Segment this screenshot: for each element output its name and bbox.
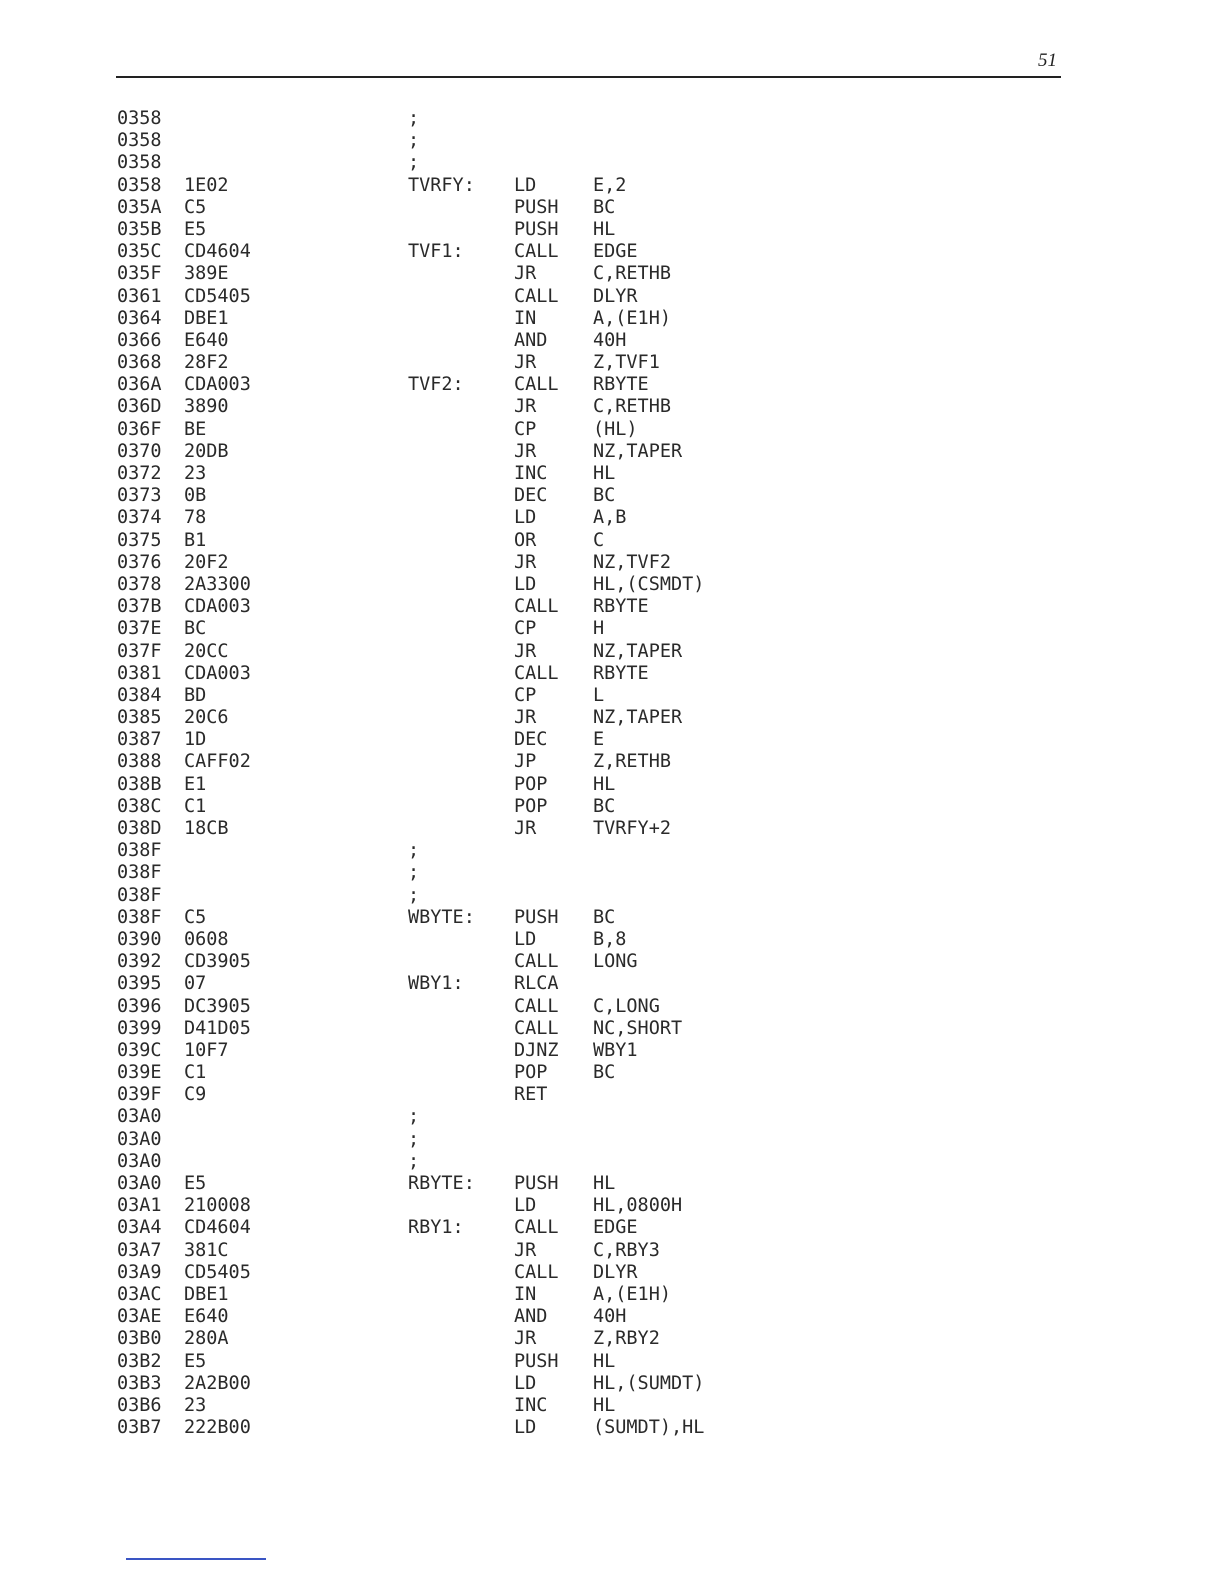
listing-line <box>0 219 1224 241</box>
opcode-cell: JR <box>514 1328 537 1350</box>
operand-cell: A,(E1H) <box>593 307 671 329</box>
listing-line <box>0 308 1224 330</box>
object-code-cell: 2A2B00 <box>184 1372 251 1394</box>
opcode-cell: CALL <box>514 596 559 618</box>
listing-line <box>0 441 1224 463</box>
opcode-cell: DJNZ <box>514 1039 559 1061</box>
operand-cell: RBYTE <box>593 596 649 618</box>
operand-cell: BC <box>593 795 616 817</box>
operand-cell: BC <box>593 1062 616 1084</box>
footer-link-rule <box>126 1558 266 1560</box>
address-cell: 03B3 <box>117 1372 162 1394</box>
label-cell: ; <box>408 108 420 129</box>
listing-line <box>0 1084 1224 1106</box>
listing-line <box>0 330 1224 352</box>
opcode-cell: CALL <box>514 1217 559 1239</box>
opcode-cell: PUSH <box>514 218 559 240</box>
operand-cell: BC <box>593 906 616 928</box>
opcode-cell: POP <box>514 773 548 795</box>
listing-line <box>0 197 1224 219</box>
address-cell: 0385 <box>117 707 162 729</box>
label-cell: RBY1: <box>408 1217 464 1239</box>
listing-line <box>0 552 1224 574</box>
address-cell: 0358 <box>117 108 162 129</box>
address-cell: 0378 <box>117 573 162 595</box>
opcode-cell: LD <box>514 507 537 529</box>
operand-cell: C,RETHB <box>593 263 671 285</box>
object-code-cell: E640 <box>184 329 229 351</box>
object-code-cell: C5 <box>184 196 207 218</box>
address-cell: 035B <box>117 218 162 240</box>
operand-cell: Z,TVF1 <box>593 352 660 374</box>
listing-line <box>0 685 1224 707</box>
label-cell: ; <box>408 1150 420 1172</box>
address-cell: 03A7 <box>117 1239 162 1261</box>
opcode-cell: JR <box>514 440 537 462</box>
object-code-cell: CDA003 <box>184 374 251 396</box>
operand-cell: BC <box>593 485 616 507</box>
object-code-cell: 07 <box>184 973 207 995</box>
listing-line <box>0 1018 1224 1040</box>
listing-line <box>0 1106 1224 1128</box>
listing-line <box>0 907 1224 929</box>
listing-line <box>0 1217 1224 1239</box>
opcode-cell: JR <box>514 818 537 839</box>
address-cell: 03AE <box>117 1306 162 1328</box>
listing-line <box>0 463 1224 485</box>
address-cell: 0370 <box>117 440 162 462</box>
opcode-cell: INC <box>514 463 548 484</box>
operand-cell: NC,SHORT <box>593 1017 683 1039</box>
address-cell: 035F <box>117 263 162 285</box>
object-code-cell: 28F2 <box>184 352 229 374</box>
address-cell: 0364 <box>117 307 162 329</box>
opcode-cell: CALL <box>514 1261 559 1283</box>
address-cell: 037F <box>117 640 162 662</box>
opcode-cell: CALL <box>514 662 559 684</box>
label-cell: TVF2: <box>408 374 464 396</box>
object-code-cell: 23 <box>184 1394 207 1416</box>
operand-cell: HL <box>593 1173 616 1194</box>
object-code-cell: 0608 <box>184 928 229 950</box>
object-code-cell: 280A <box>184 1328 229 1350</box>
object-code-cell: 210008 <box>184 1195 251 1217</box>
operand-cell: NZ,TAPER <box>593 707 683 729</box>
operand-cell: BC <box>593 196 616 218</box>
opcode-cell: LD <box>514 928 537 950</box>
listing-line <box>0 1306 1224 1328</box>
operand-cell: DLYR <box>593 1261 638 1283</box>
opcode-cell: CALL <box>514 1017 559 1039</box>
listing-line <box>0 1284 1224 1306</box>
listing-line <box>0 1195 1224 1217</box>
label-cell: ; <box>408 840 420 862</box>
listing-line <box>0 840 1224 862</box>
object-code-cell: E1 <box>184 773 207 795</box>
object-code-cell: CD4604 <box>184 1217 251 1239</box>
label-cell: ; <box>408 1106 420 1128</box>
opcode-cell: CALL <box>514 285 559 307</box>
address-cell: 039F <box>117 1084 162 1106</box>
operand-cell: C,RBY3 <box>593 1239 660 1261</box>
address-cell: 0390 <box>117 928 162 950</box>
operand-cell: WBY1 <box>593 1039 638 1061</box>
object-code-cell: 1D <box>184 729 207 751</box>
address-cell: 03AC <box>117 1283 162 1305</box>
listing-line <box>0 241 1224 263</box>
object-code-cell: CD5405 <box>184 285 251 307</box>
operand-cell: HL <box>593 463 616 484</box>
header-rule <box>116 76 1061 78</box>
operand-cell: LONG <box>593 951 638 973</box>
listing-line <box>0 618 1224 640</box>
listing-line <box>0 419 1224 441</box>
opcode-cell: JR <box>514 551 537 573</box>
object-code-cell: D41D05 <box>184 1017 251 1039</box>
opcode-cell: OR <box>514 529 537 551</box>
object-code-cell: 18CB <box>184 818 229 839</box>
address-cell: 03A1 <box>117 1195 162 1217</box>
listing-line <box>0 1173 1224 1195</box>
listing-line <box>0 108 1224 130</box>
opcode-cell: CP <box>514 684 537 706</box>
object-code-cell: B1 <box>184 529 207 551</box>
operand-cell: A,B <box>593 507 627 529</box>
opcode-cell: JR <box>514 1239 537 1261</box>
address-cell: 0372 <box>117 463 162 484</box>
listing-line <box>0 862 1224 884</box>
operand-cell: EDGE <box>593 1217 638 1239</box>
operand-cell: HL,0800H <box>593 1195 683 1217</box>
operand-cell: E <box>593 729 605 751</box>
listing-line <box>0 663 1224 685</box>
address-cell: 037B <box>117 596 162 618</box>
address-cell: 0387 <box>117 729 162 751</box>
listing-line <box>0 1417 1224 1439</box>
address-cell: 03A4 <box>117 1217 162 1239</box>
label-cell: ; <box>408 862 420 884</box>
operand-cell: Z,RBY2 <box>593 1328 660 1350</box>
opcode-cell: JR <box>514 707 537 729</box>
opcode-cell: LD <box>514 573 537 595</box>
object-code-cell: DBE1 <box>184 1283 229 1305</box>
opcode-cell: IN <box>514 307 537 329</box>
opcode-cell: CALL <box>514 374 559 396</box>
address-cell: 03B2 <box>117 1350 162 1372</box>
listing-line <box>0 1262 1224 1284</box>
listing-line <box>0 1395 1224 1417</box>
address-cell: 0358 <box>117 152 162 174</box>
listing-line <box>0 485 1224 507</box>
address-cell: 03A0 <box>117 1150 162 1172</box>
object-code-cell: E5 <box>184 1173 207 1194</box>
opcode-cell: AND <box>514 1306 548 1328</box>
address-cell: 0361 <box>117 285 162 307</box>
object-code-cell: 78 <box>184 507 207 529</box>
object-code-cell: CD4604 <box>184 241 251 263</box>
operand-cell: NZ,TAPER <box>593 440 683 462</box>
address-cell: 03A0 <box>117 1128 162 1150</box>
object-code-cell: CDA003 <box>184 662 251 684</box>
operand-cell: E,2 <box>593 174 627 196</box>
object-code-cell: C1 <box>184 1062 207 1084</box>
address-cell: 0368 <box>117 352 162 374</box>
listing-line <box>0 774 1224 796</box>
address-cell: 036A <box>117 374 162 396</box>
address-cell: 038D <box>117 818 162 839</box>
address-cell: 0384 <box>117 684 162 706</box>
operand-cell: (HL) <box>593 418 638 440</box>
operand-cell: NZ,TAPER <box>593 640 683 662</box>
operand-cell: (SUMDT),HL <box>593 1417 705 1439</box>
object-code-cell: E5 <box>184 1350 207 1372</box>
opcode-cell: JP <box>514 751 537 773</box>
listing-line <box>0 818 1224 840</box>
listing-line <box>0 707 1224 729</box>
address-cell: 036F <box>117 418 162 440</box>
object-code-cell: 0B <box>184 485 207 507</box>
object-code-cell: 381C <box>184 1239 229 1261</box>
object-code-cell: CAFF02 <box>184 751 251 773</box>
operand-cell: L <box>593 684 605 706</box>
opcode-cell: PUSH <box>514 906 559 928</box>
listing-line <box>0 1151 1224 1173</box>
opcode-cell: DEC <box>514 729 548 751</box>
operand-cell: HL,(CSMDT) <box>593 573 705 595</box>
listing-line <box>0 374 1224 396</box>
address-cell: 036D <box>117 396 162 418</box>
object-code-cell: 20DB <box>184 440 229 462</box>
listing-line <box>0 1240 1224 1262</box>
label-cell: ; <box>408 130 420 152</box>
object-code-cell: BC <box>184 618 207 640</box>
opcode-cell: JR <box>514 352 537 374</box>
object-code-cell: C5 <box>184 906 207 928</box>
operand-cell: C,LONG <box>593 995 660 1017</box>
address-cell: 03B0 <box>117 1328 162 1350</box>
address-cell: 0358 <box>117 174 162 196</box>
address-cell: 038F <box>117 840 162 862</box>
address-cell: 0381 <box>117 662 162 684</box>
address-cell: 0395 <box>117 973 162 995</box>
object-code-cell: CD3905 <box>184 951 251 973</box>
opcode-cell: RLCA <box>514 973 559 995</box>
operand-cell: TVRFY+2 <box>593 818 671 839</box>
address-cell: 0373 <box>117 485 162 507</box>
operand-cell: NZ,TVF2 <box>593 551 671 573</box>
operand-cell: DLYR <box>593 285 638 307</box>
operand-cell: H <box>593 618 605 640</box>
address-cell: 0366 <box>117 329 162 351</box>
opcode-cell: LD <box>514 1372 537 1394</box>
label-cell: WBY1: <box>408 973 464 995</box>
opcode-cell: PUSH <box>514 196 559 218</box>
listing-line <box>0 130 1224 152</box>
operand-cell: HL <box>593 1394 616 1416</box>
listing-line <box>0 951 1224 973</box>
opcode-cell: CP <box>514 418 537 440</box>
object-code-cell: 3890 <box>184 396 229 418</box>
address-cell: 039E <box>117 1062 162 1084</box>
listing-line <box>0 263 1224 285</box>
object-code-cell: 10F7 <box>184 1039 229 1061</box>
address-cell: 037E <box>117 618 162 640</box>
operand-cell: 40H <box>593 329 627 351</box>
address-cell: 03A0 <box>117 1106 162 1128</box>
address-cell: 038C <box>117 795 162 817</box>
operand-cell: C <box>593 529 605 551</box>
label-cell: TVRFY: <box>408 174 475 196</box>
listing-line <box>0 352 1224 374</box>
object-code-cell: 222B00 <box>184 1417 251 1439</box>
listing-line <box>0 1129 1224 1151</box>
object-code-cell: CDA003 <box>184 596 251 618</box>
address-cell: 0358 <box>117 130 162 152</box>
listing-line <box>0 596 1224 618</box>
label-cell: RBYTE: <box>408 1173 475 1194</box>
operand-cell: Z,RETHB <box>593 751 671 773</box>
object-code-cell: E640 <box>184 1306 229 1328</box>
opcode-cell: DEC <box>514 485 548 507</box>
listing-line <box>0 1062 1224 1084</box>
opcode-cell: LD <box>514 1195 537 1217</box>
assembly-listing <box>0 108 1224 1439</box>
listing-line <box>0 175 1224 197</box>
object-code-cell: 20CC <box>184 640 229 662</box>
object-code-cell: 389E <box>184 263 229 285</box>
object-code-cell: DBE1 <box>184 307 229 329</box>
address-cell: 03B7 <box>117 1417 162 1439</box>
listing-line <box>0 751 1224 773</box>
opcode-cell: POP <box>514 795 548 817</box>
operand-cell: HL <box>593 218 616 240</box>
listing-line <box>0 530 1224 552</box>
listing-line <box>0 1373 1224 1395</box>
object-code-cell: E5 <box>184 218 207 240</box>
opcode-cell: POP <box>514 1062 548 1084</box>
address-cell: 0374 <box>117 507 162 529</box>
object-code-cell: 23 <box>184 463 207 484</box>
opcode-cell: JR <box>514 396 537 418</box>
address-cell: 0396 <box>117 995 162 1017</box>
opcode-cell: JR <box>514 640 537 662</box>
object-code-cell: 20F2 <box>184 551 229 573</box>
object-code-cell: BD <box>184 684 207 706</box>
label-cell: ; <box>408 1128 420 1150</box>
object-code-cell: CD5405 <box>184 1261 251 1283</box>
address-cell: 038F <box>117 862 162 884</box>
opcode-cell: PUSH <box>514 1350 559 1372</box>
address-cell: 039C <box>117 1039 162 1061</box>
opcode-cell: CALL <box>514 241 559 263</box>
opcode-cell: RET <box>514 1084 548 1106</box>
operand-cell: HL <box>593 773 616 795</box>
opcode-cell: IN <box>514 1283 537 1305</box>
listing-line <box>0 286 1224 308</box>
object-code-cell: BE <box>184 418 207 440</box>
listing-line <box>0 1328 1224 1350</box>
opcode-cell: JR <box>514 263 537 285</box>
address-cell: 0388 <box>117 751 162 773</box>
listing-line <box>0 396 1224 418</box>
operand-cell: B,8 <box>593 928 627 950</box>
label-cell: WBYTE: <box>408 906 475 928</box>
address-cell: 0399 <box>117 1017 162 1039</box>
address-cell: 03B6 <box>117 1394 162 1416</box>
object-code-cell: C1 <box>184 795 207 817</box>
address-cell: 038F <box>117 906 162 928</box>
opcode-cell: AND <box>514 329 548 351</box>
operand-cell: A,(E1H) <box>593 1283 671 1305</box>
label-cell: TVF1: <box>408 241 464 263</box>
address-cell: 03A0 <box>117 1173 162 1194</box>
operand-cell: RBYTE <box>593 662 649 684</box>
object-code-cell: C9 <box>184 1084 207 1106</box>
operand-cell: 40H <box>593 1306 627 1328</box>
object-code-cell: DC3905 <box>184 995 251 1017</box>
address-cell: 038F <box>117 884 162 906</box>
opcode-cell: LD <box>514 1417 537 1439</box>
opcode-cell: CALL <box>514 951 559 973</box>
listing-line <box>0 729 1224 751</box>
listing-line <box>0 885 1224 907</box>
listing-line <box>0 929 1224 951</box>
operand-cell: RBYTE <box>593 374 649 396</box>
listing-line <box>0 574 1224 596</box>
listing-line <box>0 507 1224 529</box>
address-cell: 035A <box>117 196 162 218</box>
listing-line <box>0 1351 1224 1373</box>
opcode-cell: LD <box>514 174 537 196</box>
operand-cell: C,RETHB <box>593 396 671 418</box>
operand-cell: EDGE <box>593 241 638 263</box>
opcode-cell: INC <box>514 1394 548 1416</box>
opcode-cell: CALL <box>514 995 559 1017</box>
listing-line <box>0 1040 1224 1062</box>
object-code-cell: 20C6 <box>184 707 229 729</box>
listing-line <box>0 641 1224 663</box>
listing-line <box>0 152 1224 174</box>
object-code-cell: 2A3300 <box>184 573 251 595</box>
address-cell: 035C <box>117 241 162 263</box>
object-code-cell: 1E02 <box>184 174 229 196</box>
address-cell: 0376 <box>117 551 162 573</box>
listing-line <box>0 973 1224 995</box>
address-cell: 03A9 <box>117 1261 162 1283</box>
listing-line <box>0 796 1224 818</box>
operand-cell: HL,(SUMDT) <box>593 1372 705 1394</box>
operand-cell: HL <box>593 1350 616 1372</box>
page-number: 51 <box>1038 50 1057 71</box>
address-cell: 038B <box>117 773 162 795</box>
opcode-cell: PUSH <box>514 1173 559 1194</box>
listing-line <box>0 996 1224 1018</box>
address-cell: 0375 <box>117 529 162 551</box>
label-cell: ; <box>408 152 420 174</box>
address-cell: 0392 <box>117 951 162 973</box>
label-cell: ; <box>408 884 420 906</box>
opcode-cell: CP <box>514 618 537 640</box>
